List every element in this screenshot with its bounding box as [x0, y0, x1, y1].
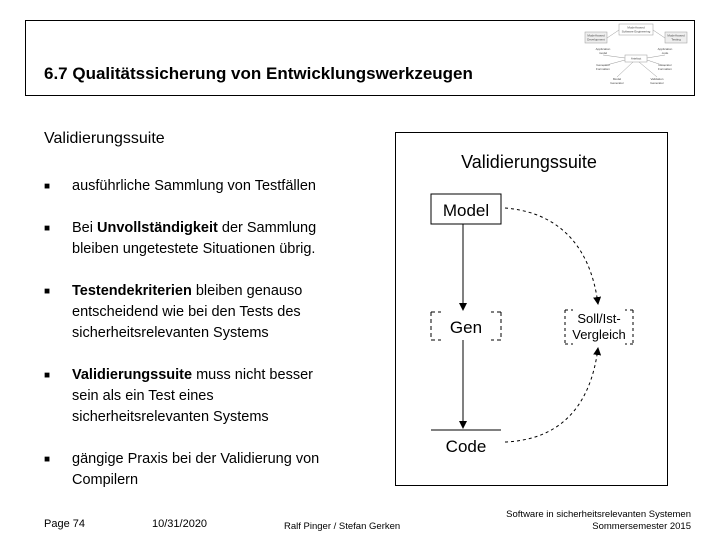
footer-course-line1: Software in sicherheitsrelevanten Systemen [506, 509, 691, 520]
thumb-lt-line2: Development [587, 37, 605, 42]
bullet-marker: ■ [44, 454, 51, 465]
bullet-3-line-3: sicherheitsrelevanten Systems [72, 325, 269, 341]
validation-suite-diagram [395, 132, 668, 486]
bullet-2-line-2: bleiben ungetestete Situationen übrig. [72, 241, 316, 257]
compare-label-line1: Soll/Ist- [577, 311, 621, 326]
thumb-lt-line1: Model-based [587, 33, 605, 38]
thumb-lr-line1: Generator [658, 63, 672, 67]
bullet-marker: ■ [44, 370, 51, 381]
code-label: Code [445, 437, 487, 456]
bullet-4-line-3: sicherheitsrelevanten Systems [72, 409, 269, 425]
bullet-3-line-1: Testendekriterien bleiben genauso [72, 283, 303, 299]
footer-course-line2: Sommersemester 2015 [592, 521, 691, 532]
thumb-top-line1: Model-based [627, 25, 645, 30]
model-label: Model [442, 201, 490, 220]
thumb-br-line1: Validation [650, 77, 664, 81]
bullet-5-line-1: gängige Praxis bei der Validierung von [72, 451, 320, 467]
thumb-rt-line2: Testing [671, 37, 681, 42]
model-to-compare-arrow [505, 208, 598, 304]
thumb-br-line2: Generator [650, 81, 664, 85]
thumb-center: Artefact [630, 56, 642, 61]
bullet-keyword: Validierungssuite [72, 367, 193, 383]
bullet-4-line-1: Validierungssuite muss nicht besser [72, 367, 313, 383]
bullet-keyword: Testendekriterien [72, 283, 192, 299]
bullet-4-line-2: sein als ein Test eines [72, 388, 214, 404]
bullet-5-line-2: Compilern [72, 472, 139, 488]
bullet-keyword: Unvollständigkeit [97, 220, 218, 236]
thumb-ml-line1: Application [595, 47, 611, 51]
compare-label-line2: Vergleich [572, 327, 626, 342]
thumb-ll-line1: Generator [596, 63, 610, 67]
footer-authors: Ralf Pinger / Stefan Gerken [284, 521, 401, 532]
thumb-mr-line1: Application [657, 47, 673, 51]
bullet-marker: ■ [44, 286, 51, 297]
thumb-bl-line1: Model [612, 77, 622, 81]
bullet-3-line-2: entscheidend wie bei den Tests des [72, 304, 301, 320]
thumb-lr-line2: Formalism [658, 67, 672, 71]
bullet-marker: ■ [44, 181, 51, 192]
footer-date: 10/31/2020 [152, 518, 208, 530]
gen-label: Gen [449, 318, 483, 337]
section-title: Validierungssuite [44, 130, 165, 147]
bullet-marker: ■ [44, 223, 51, 234]
code-to-compare-arrow [505, 348, 598, 442]
thumb-ml-line2: model [598, 51, 608, 55]
slide-title: 6.7 Qualitätssicherung von Entwicklungswerkzeugen [44, 64, 473, 83]
footer-page: Page 74 [44, 518, 85, 530]
bullet-2-line-1: Bei Unvollständigkeit der Sammlung [72, 220, 317, 236]
diagram-title: Validierungssuite [461, 152, 597, 172]
bullet-1-line-1: ausführliche Sammlung von Testfällen [72, 178, 316, 194]
overview-thumbnail [583, 22, 691, 92]
thumb-mr-line2: code [661, 51, 669, 55]
thumb-top-line2: Software Engineering [621, 29, 651, 34]
thumb-ll-line2: Formalism [596, 67, 610, 71]
thumb-rt-line1: Model-based [667, 33, 685, 38]
thumb-bl-line2: Generator [610, 81, 624, 85]
